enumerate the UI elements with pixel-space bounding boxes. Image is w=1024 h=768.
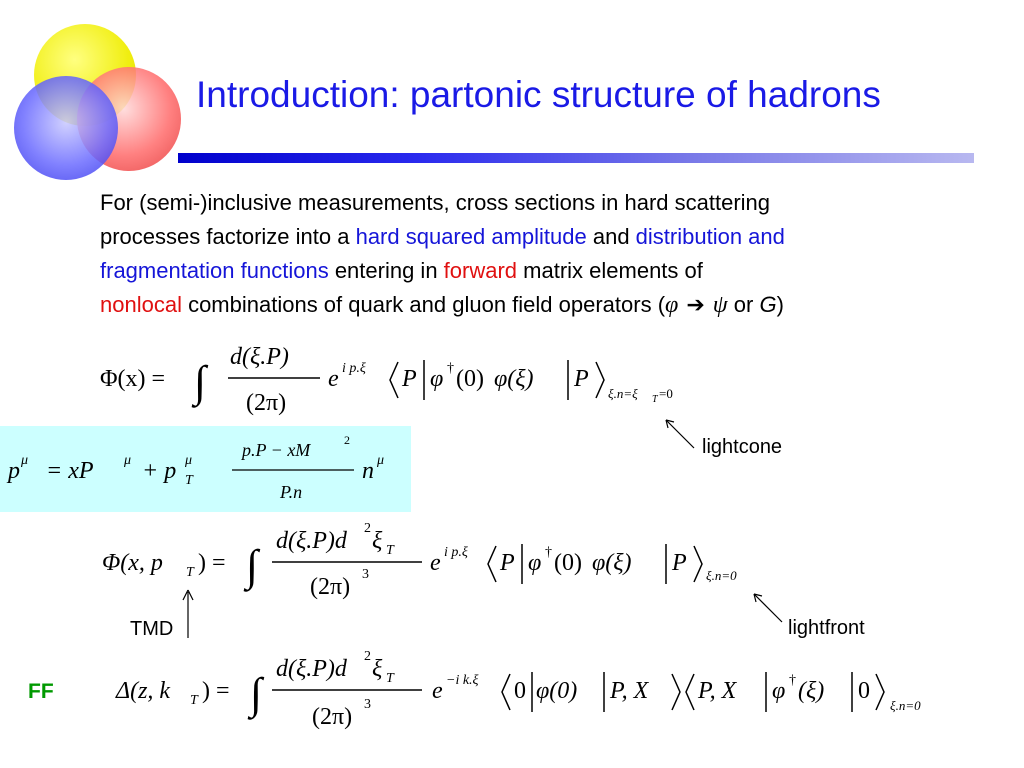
eq4-vac2: 0 xyxy=(858,678,870,704)
title-underline-bar xyxy=(178,153,974,163)
eq3-lhs: Φ(x, p xyxy=(102,550,163,576)
eq3-num-sup: 2 xyxy=(364,521,371,536)
body-text-run: matrix elements of xyxy=(517,258,703,283)
eq4-numerator: d(ξ.P)d xyxy=(276,656,347,682)
psi-symbol: ψ xyxy=(712,292,728,318)
eq2-frac-den: P.n xyxy=(280,482,303,502)
eq2-frac-num-sup: 2 xyxy=(344,433,350,447)
slide-title: Introduction: partonic structure of hadrons xyxy=(196,74,881,115)
gluon-symbol: G xyxy=(759,292,777,317)
highlight-forward: forward xyxy=(443,258,518,283)
label-tmd: TMD xyxy=(130,618,174,640)
eq3-ket: P xyxy=(672,550,687,576)
eq1-op2: φ(ξ) xyxy=(494,366,534,392)
highlight-nonlocal: nonlocal xyxy=(100,292,182,317)
momentum-decomposition-box xyxy=(0,426,411,512)
eq3-bra: P xyxy=(500,550,515,576)
eq2-p: p xyxy=(8,458,20,484)
eq2-mu-1: μ xyxy=(21,453,29,468)
eq4-op1: φ(0) xyxy=(536,678,578,704)
logo-circle-blue xyxy=(14,76,118,180)
eq4-op2: φ xyxy=(772,678,786,704)
eq3-num-T: T xyxy=(386,543,394,558)
equation-phi-x-pT xyxy=(100,518,780,604)
body-text-run: processes factorize into a xyxy=(100,224,356,249)
eq4-num-T: T xyxy=(386,671,394,686)
eq2-mu-2: μ xyxy=(124,453,132,468)
eq4-lhs-end: ) = xyxy=(202,678,230,704)
eq4-state1: P, X xyxy=(610,678,649,704)
eq4-lhs: Δ(z, k xyxy=(116,678,171,704)
eq4-den-sup: 3 xyxy=(364,697,371,712)
eq2-mu-3: μ xyxy=(185,453,193,468)
lightfront-arrow-icon xyxy=(748,588,788,628)
eq1-numerator: d(ξ.P) xyxy=(230,344,289,370)
eq1-lhs: Φ(x) = xyxy=(100,366,166,392)
phi-symbol: φ xyxy=(665,292,679,318)
integral-sign: ∫ xyxy=(246,541,259,590)
eq2-eq: = xP xyxy=(46,458,94,484)
eq1-bra: P xyxy=(402,366,417,392)
eq4-vac1: 0 xyxy=(514,678,526,704)
eq4-num-sup: 2 xyxy=(364,649,371,664)
body-paragraph xyxy=(100,186,1000,322)
eq4-state2: P, X xyxy=(698,678,737,704)
eq1-denominator: (2π) xyxy=(246,390,287,416)
eq1-exp-base: e xyxy=(328,366,339,392)
eq2-frac-num: p.P − xM xyxy=(242,440,311,460)
eq4-lhs-T: T xyxy=(190,693,198,708)
eq1-exp-sup: i p.ξ xyxy=(342,361,366,376)
highlight-hard-squared-amplitude: hard squared amplitude xyxy=(355,224,587,249)
eq4-dagger: † xyxy=(789,673,796,688)
eq4-exp-sup: −i k.ξ xyxy=(446,673,479,688)
eq3-exp-base: e xyxy=(430,550,441,576)
eq4-num-xi: ξ xyxy=(372,656,383,682)
eq3-lhs-T: T xyxy=(186,565,194,580)
label-lightcone: lightcone xyxy=(702,436,783,458)
eq3-dagger: † xyxy=(545,545,552,560)
eq4-exp-base: e xyxy=(432,678,443,704)
highlight-distribution: distribution and xyxy=(635,224,785,249)
eq4-subscript: ξ.n=0 xyxy=(890,698,921,713)
eq3-den-sup: 3 xyxy=(362,567,369,582)
eq2-sub-T: T xyxy=(185,473,193,488)
eq3-exp-sup: i p.ξ xyxy=(444,545,468,560)
arrow-icon: ➔ xyxy=(686,292,705,317)
eq1-arg1: (0) xyxy=(456,366,484,392)
label-ff: FF xyxy=(28,680,54,703)
body-text-run: and xyxy=(586,224,636,249)
eq3-op2: φ(ξ) xyxy=(592,550,632,576)
eq3-arg1: (0) xyxy=(554,550,582,576)
eq1-subscript-end: =0 xyxy=(659,386,673,401)
integral-sign: ∫ xyxy=(250,669,263,718)
eq3-op1: φ xyxy=(528,550,542,576)
eq2-plus-pT: + p xyxy=(142,458,177,484)
tmd-arrow-icon xyxy=(180,588,196,640)
eq1-subscript-T: T xyxy=(652,394,658,405)
body-text-run: entering in xyxy=(328,258,444,283)
body-text-run: combinations of quark and gluon field operators ( xyxy=(181,292,666,317)
eq1-subscript: ξ.n=ξ xyxy=(608,386,638,401)
body-line-1: For (semi-)inclusive measurements, cross sections in hard scattering xyxy=(100,190,771,215)
lightcone-arrow-icon xyxy=(660,414,700,454)
eq4-denominator: (2π) xyxy=(312,704,353,730)
eq3-subscript: ξ.n=0 xyxy=(706,568,737,583)
eq1-ket: P xyxy=(574,366,589,392)
eq3-denominator: (2π) xyxy=(310,574,351,600)
highlight-fragmentation-functions: fragmentation functions xyxy=(100,258,329,283)
eq3-numerator: d(ξ.P)d xyxy=(276,528,347,554)
eq4-arg2: (ξ) xyxy=(798,678,825,704)
eq3-lhs-end: ) = xyxy=(198,550,226,576)
equation-phi-x xyxy=(100,338,720,424)
eq1-op1: φ xyxy=(430,366,444,392)
eq1-dagger: † xyxy=(447,361,454,376)
body-text-run: or xyxy=(727,292,760,317)
eq3-num-xi: ξ xyxy=(372,528,383,554)
eq2-mu-4: μ xyxy=(377,453,385,468)
equation-delta-z-kT xyxy=(114,646,974,736)
eq2-n: n xyxy=(362,458,374,484)
label-lightfront: lightfront xyxy=(788,617,865,639)
body-text-run: ) xyxy=(776,292,784,317)
integral-sign: ∫ xyxy=(194,357,207,406)
